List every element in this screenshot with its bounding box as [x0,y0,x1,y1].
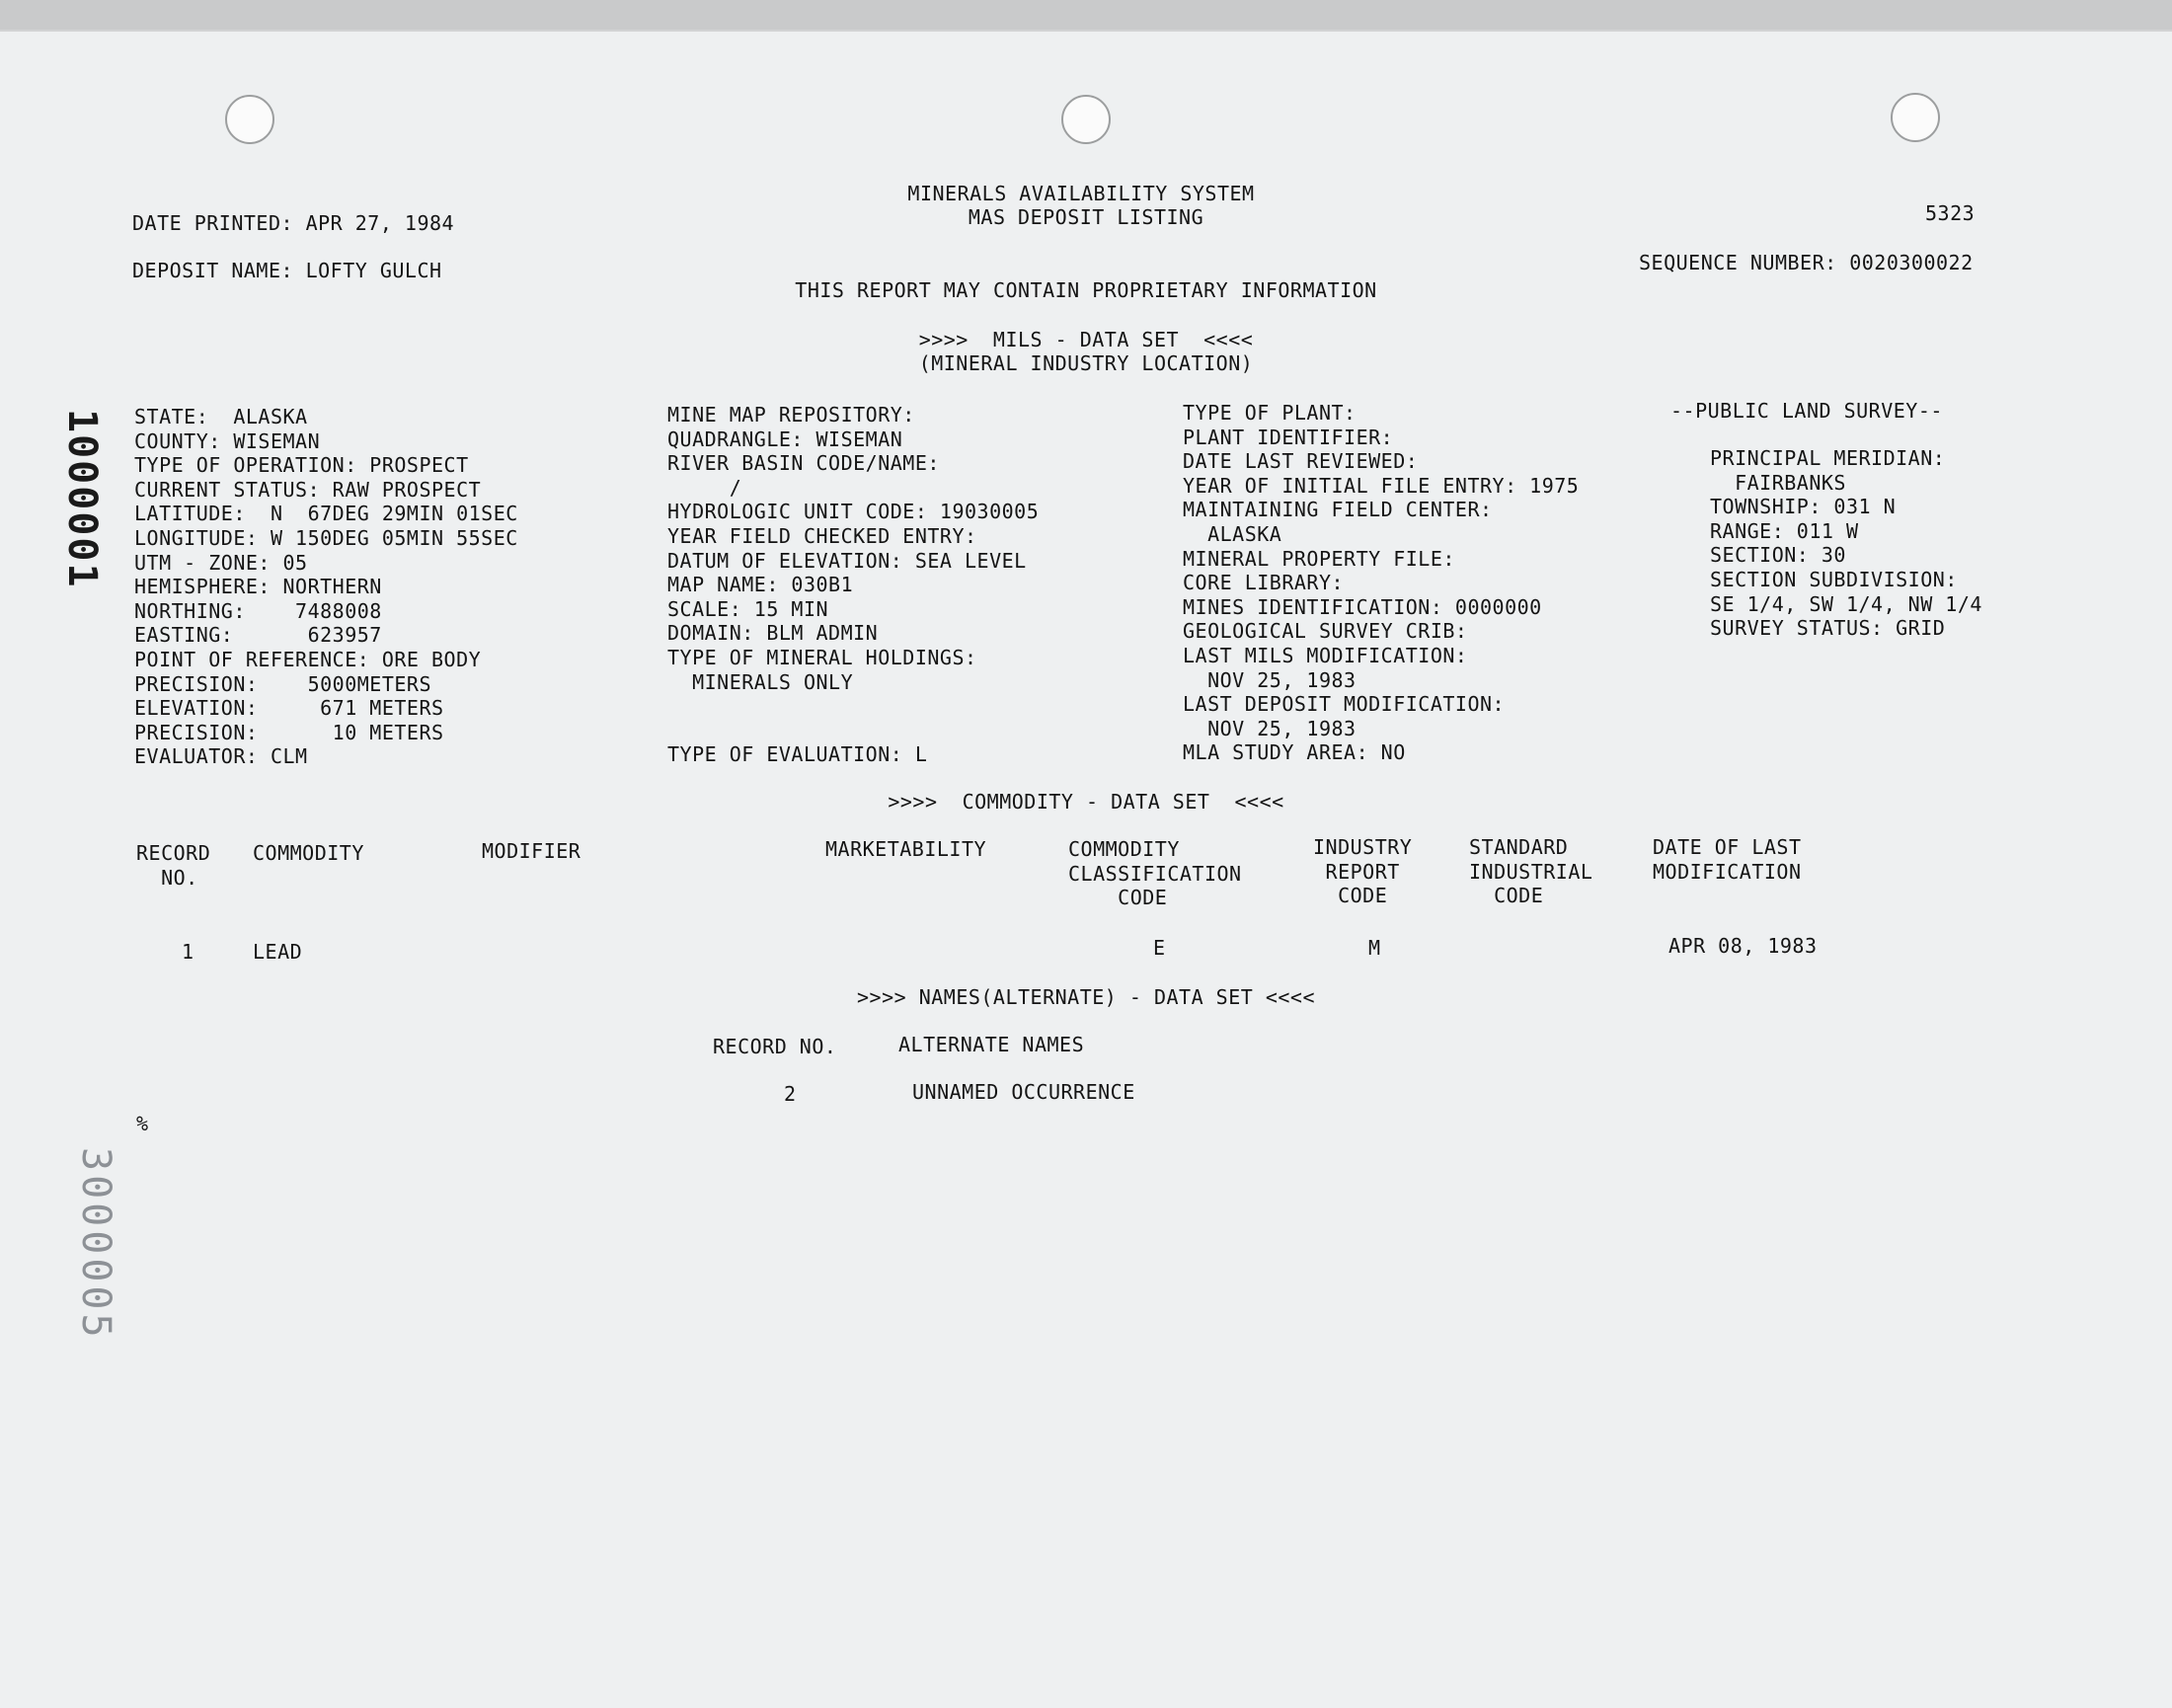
mils-section-title: >>>> MILS - DATA SET <<<< [918,328,1254,351]
binder-hole-right [1891,93,1940,142]
map-field: DOMAIN: BLM ADMIN [667,621,879,646]
page-number: 5323 [1925,201,1976,225]
row-record: 1 [182,940,194,964]
location-field: STATE: ALASKA [134,405,308,428]
plant-column [1183,401,1579,765]
row-date: APR 08, 1983 [1668,934,1818,958]
map-field: TYPE OF MINERAL HOLDINGS: [667,645,977,669]
location-field: LONGITUDE: W 150DEG 05MIN 55SEC [134,525,518,550]
plant-field: MLA STUDY AREA: NO [1183,740,1406,765]
location-field: PRECISION: 5000METERS [134,671,431,696]
sequence-number: SEQUENCE NUMBER: 0020300022 [1639,251,1974,274]
public-land-survey-column [1710,446,1982,641]
system-title: MINERALS AVAILABILITY SYSTEM [907,182,1255,205]
plant-field: NOV 25, 1983 [1183,667,1357,692]
plant-field: LAST DEPOSIT MODIFICATION: [1183,692,1506,717]
col-standard-industrial-code: STANDARD INDUSTRIAL CODE [1469,835,1593,908]
public-land-survey-title: --PUBLIC LAND SURVEY-- [1670,399,1943,423]
plant-field: DATE LAST REVIEWED: [1183,449,1419,474]
faded-id-stamp: 3000005 [73,1147,118,1342]
location-field: CURRENT STATUS: RAW PROSPECT [134,477,482,502]
commodity-section-title: >>>> COMMODITY - DATA SET <<<< [888,790,1284,814]
plant-field: MINERAL PROPERTY FILE: [1183,546,1455,571]
col-commodity: COMMODITY [253,841,364,865]
location-field: POINT OF REFERENCE: ORE BODY [134,647,482,671]
plant-field: PLANT IDENTIFIER: [1183,425,1394,449]
names-col-record-no: RECORD NO. [713,1035,837,1058]
location-field: EVALUATOR: CLM [134,744,308,769]
alt-name: UNNAMED OCCURRENCE [912,1080,1135,1104]
proprietary-notice: THIS REPORT MAY CONTAIN PROPRIETARY INFORMATION [795,278,1377,302]
land-survey-field: SECTION: 30 [1710,543,1846,568]
map-field: YEAR FIELD CHECKED ENTRY: [667,523,977,548]
land-survey-field: SECTION SUBDIVISION: [1710,567,1958,591]
names-col-alternate-names: ALTERNATE NAMES [898,1033,1085,1056]
plant-field: CORE LIBRARY: [1183,571,1345,595]
location-field: NORTHING: 7488008 [134,598,382,623]
land-survey-field: SE 1/4, SW 1/4, NW 1/4 [1710,591,1982,616]
plant-field: MAINTAINING FIELD CENTER: [1183,498,1493,522]
land-survey-field: FAIRBANKS [1710,470,1846,495]
plant-field: YEAR OF INITIAL FILE ENTRY: 1975 [1183,473,1580,498]
location-field: COUNTY: WISEMAN [134,428,321,453]
land-survey-field: RANGE: 011 W [1710,518,1859,543]
footer-mark: % [136,1112,149,1135]
binder-hole-left [225,95,274,144]
map-field: / [667,475,742,500]
listing-title: MAS DEPOSIT LISTING [968,205,1204,229]
map-field: HYDROLOGIC UNIT CODE: 19030005 [667,500,1040,524]
map-column [667,403,1039,767]
plant-field: TYPE OF PLANT: [1183,401,1357,425]
location-field: EASTING: 623957 [134,623,382,648]
map-field: DATUM OF ELEVATION: SEA LEVEL [667,548,1027,573]
map-field: MAP NAME: 030B1 [667,573,854,597]
plant-field: MINES IDENTIFICATION: 0000000 [1183,594,1542,619]
map-field [667,719,1039,743]
map-field: QUADRANGLE: WISEMAN [667,427,903,451]
col-classification-code: COMMODITY CLASSIFICATION CODE [1068,837,1242,910]
land-survey-field: TOWNSHIP: 031 N [1710,495,1897,519]
deposit-name: DEPOSIT NAME: LOFTY GULCH [132,259,442,282]
report-page [0,30,2172,1708]
row-classification: E [1153,936,1166,960]
binder-hole-center [1061,95,1111,144]
location-column [134,405,518,769]
col-date-last-modification: DATE OF LAST MODIFICATION [1653,835,1802,884]
alt-name-record: 2 [784,1082,797,1106]
location-field: UTM - ZONE: 05 [134,550,308,575]
col-industry-report-code: INDUSTRY REPORT CODE [1313,835,1413,908]
names-section-title: >>>> NAMES(ALTERNATE) - DATA SET <<<< [856,985,1316,1009]
location-field: ELEVATION: 671 METERS [134,696,444,721]
row-commodity: LEAD [253,940,303,964]
plant-field: GEOLOGICAL SURVEY CRIB: [1183,619,1468,644]
col-modifier: MODIFIER [482,839,582,863]
row-industry: M [1368,936,1381,960]
map-field: SCALE: 15 MIN [667,596,829,621]
location-field: TYPE OF OPERATION: PROSPECT [134,453,469,478]
location-field: PRECISION: 10 METERS [134,720,444,744]
land-survey-field: SURVEY STATUS: GRID [1710,616,1946,641]
col-marketability: MARKETABILITY [825,837,987,861]
map-field: RIVER BASIN CODE/NAME: [667,451,940,476]
plant-field: LAST MILS MODIFICATION: [1183,643,1468,667]
location-field: HEMISPHERE: NORTHERN [134,575,382,599]
plant-field: NOV 25, 1983 [1183,716,1357,740]
date-printed: DATE PRINTED: APR 27, 1984 [132,211,455,235]
map-field [667,694,1039,719]
map-field: TYPE OF EVALUATION: L [667,742,928,767]
col-record-no: RECORD NO. [136,841,211,890]
land-survey-field: PRINCIPAL MERIDIAN: [1710,446,1946,470]
map-field: MINE MAP REPOSITORY: [667,403,915,427]
location-field: LATITUDE: N 67DEG 29MIN 01SEC [134,502,518,526]
map-field: MINERALS ONLY [667,669,854,694]
plant-field: ALASKA [1183,521,1282,546]
document-id-stamp: 1000001 [59,409,105,589]
mils-section-subtitle: (MINERAL INDUSTRY LOCATION) [918,351,1254,375]
